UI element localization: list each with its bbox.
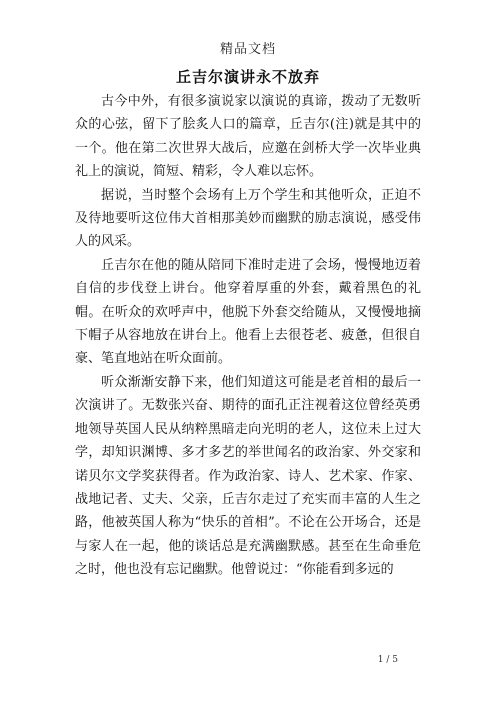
page-header: 精品文档 (219, 42, 276, 57)
paragraph: 丘吉尔在他的随从陪同下准时走进了会场，慢慢地迈着自信的步伐登上讲台。他穿着厚重的外套，戴着黑色的礼帽。在听众的欢呼声中，他脱下外套交给随从，又慢慢地摘下帽子从容地放在讲台上。他看上去很苍老、疲惫，但很自豪、笔直地站在听众面前。 (75, 257, 421, 367)
page-number: 1 / 5 (377, 655, 398, 665)
paragraph: 据说，当时整个会场有上万个学生和其他听众，正迫不及待地要听这位伟大首相那美妙而幽默的励志演说，感受伟人的风采。 (75, 187, 421, 250)
paragraph: 听众渐渐安静下来，他们知道这可能是老首相的最后一次演讲了。无数张兴奋、期待的面孔正注视着这位曾经英勇地领导英国人民从纳粹黑暗走向光明的老人，这位未上过大学，却知识渊博、多才多艺的举世闻名的政治家、外交家和诺贝尔文学奖获得者。作为政治家、诗人、艺术家、作家、战地记者、丈夫、父亲，丘吉尔走过了充实而丰富的人生之路，他被英国人称为“快乐的首相”。不论在公开场合，还是与家人在一起，他的谈话总是充满幽默感。甚至在生命垂危之时，他也没有忘记幽默。他曾说过：“你能看到多远的 (75, 374, 421, 578)
paragraph: 古今中外，有很多演说家以演说的真谛，拨动了无数听众的心弦，留下了脍炙人口的篇章，丘吉尔(注)就是其中的一个。他在第二次世界大战后，应邀在剑桥大学一次毕业典礼上的演说，简短、精彩，令人难以忘怀。 (75, 94, 421, 180)
document-title: 丘吉尔演讲永不放弃 (175, 68, 320, 86)
document-body (75, 90, 421, 582)
